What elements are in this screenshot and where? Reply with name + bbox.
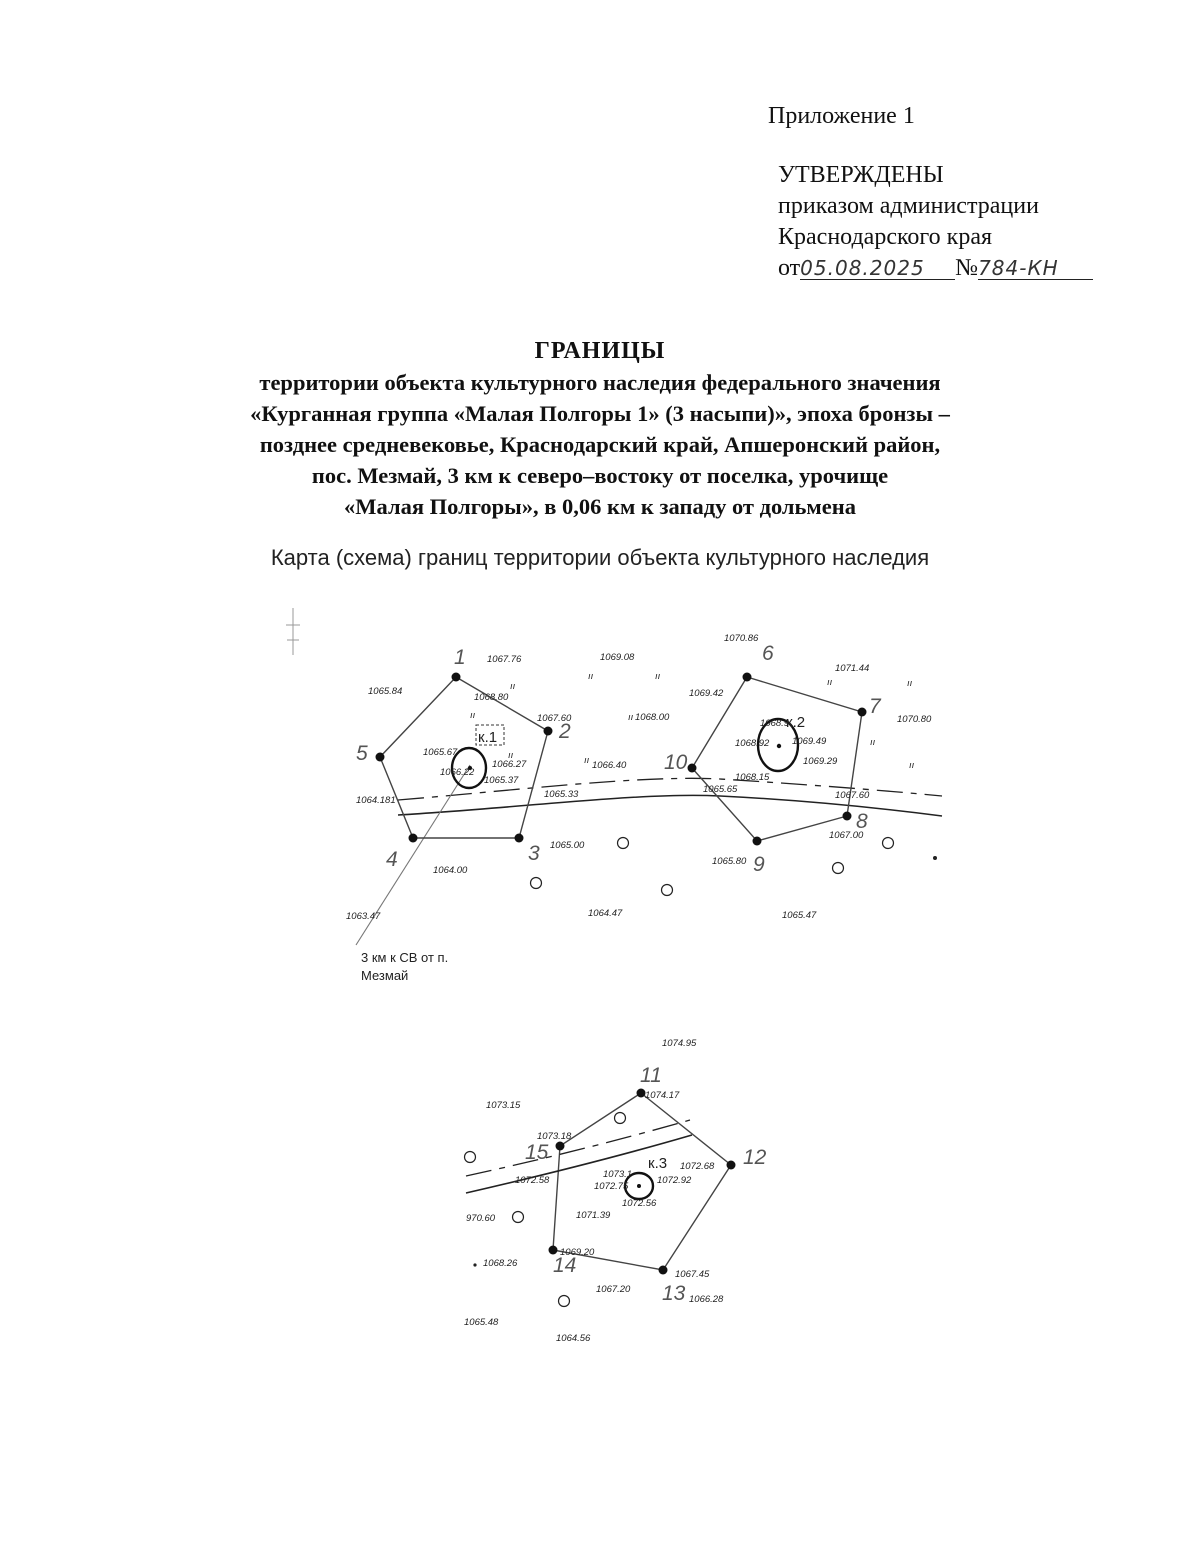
svg-text:ıı: ıı bbox=[588, 671, 594, 682]
point-15-label: 15 bbox=[525, 1141, 549, 1164]
mound-2-center bbox=[777, 744, 781, 748]
elevation-label: 1065.33 bbox=[544, 789, 579, 800]
elevation-label: 1064.00 bbox=[433, 865, 468, 876]
order-number: 784-КН bbox=[978, 257, 1093, 280]
elevation-label: 1065.84 bbox=[368, 686, 403, 697]
svg-text:ıı: ıı bbox=[907, 678, 913, 689]
elevation-label: 1073.1 bbox=[603, 1169, 633, 1180]
elevation-label: 1074.17 bbox=[645, 1090, 680, 1101]
number-prefix: № bbox=[955, 255, 979, 281]
svg-text:ıı: ıı bbox=[628, 712, 634, 723]
elevation-label: 1064.56 bbox=[556, 1333, 591, 1344]
approval-date-line bbox=[778, 253, 1093, 284]
elevation-label: 1065.65 bbox=[703, 784, 738, 795]
title-line-3: позднее средневековье, Краснодарский край, Апшеронский район, bbox=[259, 432, 941, 457]
elevation-label: 1068.9 bbox=[760, 718, 790, 729]
elevation-label: 1068.15 bbox=[735, 772, 770, 783]
svg-text:ıı: ıı bbox=[655, 671, 661, 682]
elevation-label: 1063.47 bbox=[346, 911, 381, 922]
elevation-label: 1065.80 bbox=[712, 856, 747, 867]
title-line-1: территории объекта культурного наследия федерального значения bbox=[259, 370, 941, 395]
elevation-label: 1065.48 bbox=[464, 1317, 499, 1328]
elevation-label: 1069.29 bbox=[803, 756, 838, 767]
elevation-label: 1068.92 bbox=[735, 738, 770, 749]
title-line-5: «Малая Полгоры», в 0,06 км к западу от дольмена bbox=[344, 494, 856, 519]
elevation-label: 1068.80 bbox=[474, 692, 509, 703]
elevation-label: 1065.47 bbox=[782, 910, 817, 921]
elevation-label: 1067.60 bbox=[537, 713, 572, 724]
point-1-marker bbox=[452, 673, 461, 682]
elevation-label: 1070.86 bbox=[724, 633, 759, 644]
north-arrow-icon bbox=[286, 608, 300, 655]
mound-1-label: к.1 bbox=[478, 729, 498, 746]
point-6-label: 6 bbox=[762, 642, 774, 665]
point-4-marker bbox=[409, 834, 418, 843]
elevation-label: 970.60 bbox=[466, 1213, 496, 1224]
point-12-marker bbox=[727, 1161, 736, 1170]
boundary-map bbox=[0, 600, 1200, 1400]
svg-text:ıı: ıı bbox=[909, 760, 915, 771]
point-15-marker bbox=[556, 1142, 565, 1151]
point-8-marker bbox=[843, 812, 852, 821]
elevation-label: 1065.67 bbox=[423, 747, 458, 758]
title-main: ГРАНИЦЫ bbox=[534, 338, 666, 364]
elevation-label: 1072.92 bbox=[657, 1175, 692, 1186]
point-2-label: 2 bbox=[559, 720, 571, 743]
point-5-label: 5 bbox=[356, 742, 368, 765]
elevation-label: 1066.28 bbox=[689, 1294, 724, 1305]
elevation-label: 1071.44 bbox=[835, 663, 870, 674]
date-prefix: от bbox=[778, 255, 801, 281]
point-11-label: 11 bbox=[640, 1064, 662, 1087]
point-8-label: 8 bbox=[856, 810, 868, 833]
point-5-marker bbox=[376, 753, 385, 762]
approval-block bbox=[778, 160, 1093, 284]
svg-text:ıı: ıı bbox=[470, 710, 476, 721]
elevation-label: 1066.40 bbox=[592, 760, 627, 771]
elevation-label: 1071.39 bbox=[576, 1210, 611, 1221]
document-title bbox=[0, 336, 1200, 522]
point-3-marker bbox=[515, 834, 524, 843]
approved-line-2: Краснодарского края bbox=[778, 224, 993, 250]
boundary-polygon-3 bbox=[553, 1093, 731, 1270]
point-2-marker bbox=[544, 727, 553, 736]
point-12-label: 12 bbox=[743, 1146, 767, 1169]
mound-3-center bbox=[637, 1184, 641, 1188]
elevation-label: 1074.95 bbox=[662, 1038, 697, 1049]
point-7-label: 7 bbox=[869, 695, 881, 718]
elevation-label: 1072.75 bbox=[594, 1181, 629, 1192]
point-3-label: 3 bbox=[528, 842, 540, 865]
elevation-label: 1064.181 bbox=[356, 795, 396, 806]
elevation-label: 1067.76 bbox=[487, 654, 522, 665]
approved-title: УТВЕРЖДЕНЫ bbox=[778, 162, 944, 188]
point-1-label: 1 bbox=[454, 646, 466, 669]
appendix-label: Приложение 1 bbox=[768, 103, 915, 129]
elevation-label: 1072.56 bbox=[622, 1198, 657, 1209]
elevation-label: 1069.42 bbox=[689, 688, 724, 699]
elevation-label: 1069.49 bbox=[792, 736, 827, 747]
title-line-2: «Курганная группа «Малая Полгоры 1» (3 насыпи)», эпоха бронзы – bbox=[250, 401, 950, 426]
point-13-label: 13 bbox=[662, 1282, 686, 1305]
elevation-label: 1069.20 bbox=[560, 1247, 595, 1258]
svg-text:ıı: ıı bbox=[827, 677, 833, 688]
point-13-marker bbox=[659, 1266, 668, 1275]
elevation-label: 1066.22 bbox=[440, 767, 475, 778]
elevation-label: 1072.68 bbox=[680, 1161, 715, 1172]
svg-text:ıı: ıı bbox=[508, 750, 514, 761]
point-10-label: 10 bbox=[664, 751, 688, 774]
title-line-4: пос. Мезмай, 3 км к северо–востоку от поселка, урочище bbox=[311, 463, 889, 488]
open-circle-markers bbox=[465, 838, 894, 1307]
elevation-label: 1070.80 bbox=[897, 714, 932, 725]
location-note-line-1: 3 км к СВ от п. bbox=[361, 950, 449, 965]
point-14-label: 14 bbox=[553, 1254, 577, 1277]
point-4-label: 4 bbox=[386, 848, 398, 871]
elevation-label: 1064.47 bbox=[588, 908, 623, 919]
elevation-label: 1066.27 bbox=[492, 759, 527, 770]
approved-line-1: приказом администрации bbox=[778, 193, 1039, 219]
order-date: 05.08.2025 bbox=[800, 257, 955, 280]
elevation-label: 1068.00 bbox=[635, 712, 670, 723]
elevation-label: 1067.00 bbox=[829, 830, 864, 841]
elevation-label: 1073.15 bbox=[486, 1100, 521, 1111]
point-10-marker bbox=[688, 764, 697, 773]
elevation-label: 1067.45 bbox=[675, 1269, 710, 1280]
point-9-marker bbox=[753, 837, 762, 846]
elevation-label: 1067.20 bbox=[596, 1284, 631, 1295]
point-9-label: 9 bbox=[753, 853, 765, 876]
elevation-label: 1068.26 bbox=[483, 1258, 518, 1269]
location-note-line-2: Мезмай bbox=[361, 968, 409, 983]
elevation-label: 1067.60 bbox=[835, 790, 870, 801]
map-subtitle: Карта (схема) границ территории объекта культурного наследия bbox=[270, 545, 930, 570]
mound-2-label: к.2 bbox=[786, 714, 806, 731]
elevation-label: 1065.37 bbox=[484, 775, 519, 786]
elevation-label: 1065.00 bbox=[550, 840, 585, 851]
point-7-marker bbox=[858, 708, 867, 717]
svg-text:ıı: ıı bbox=[870, 737, 876, 748]
svg-text:ıı: ıı bbox=[510, 681, 516, 692]
elevation-label: 1073.18 bbox=[537, 1131, 572, 1142]
elevation-label: 1069.08 bbox=[600, 652, 635, 663]
point-6-marker bbox=[743, 673, 752, 682]
mound-3-label: к.3 bbox=[648, 1155, 668, 1172]
svg-text:ıı: ıı bbox=[584, 755, 590, 766]
elevation-label: 1072.58 bbox=[515, 1175, 550, 1186]
